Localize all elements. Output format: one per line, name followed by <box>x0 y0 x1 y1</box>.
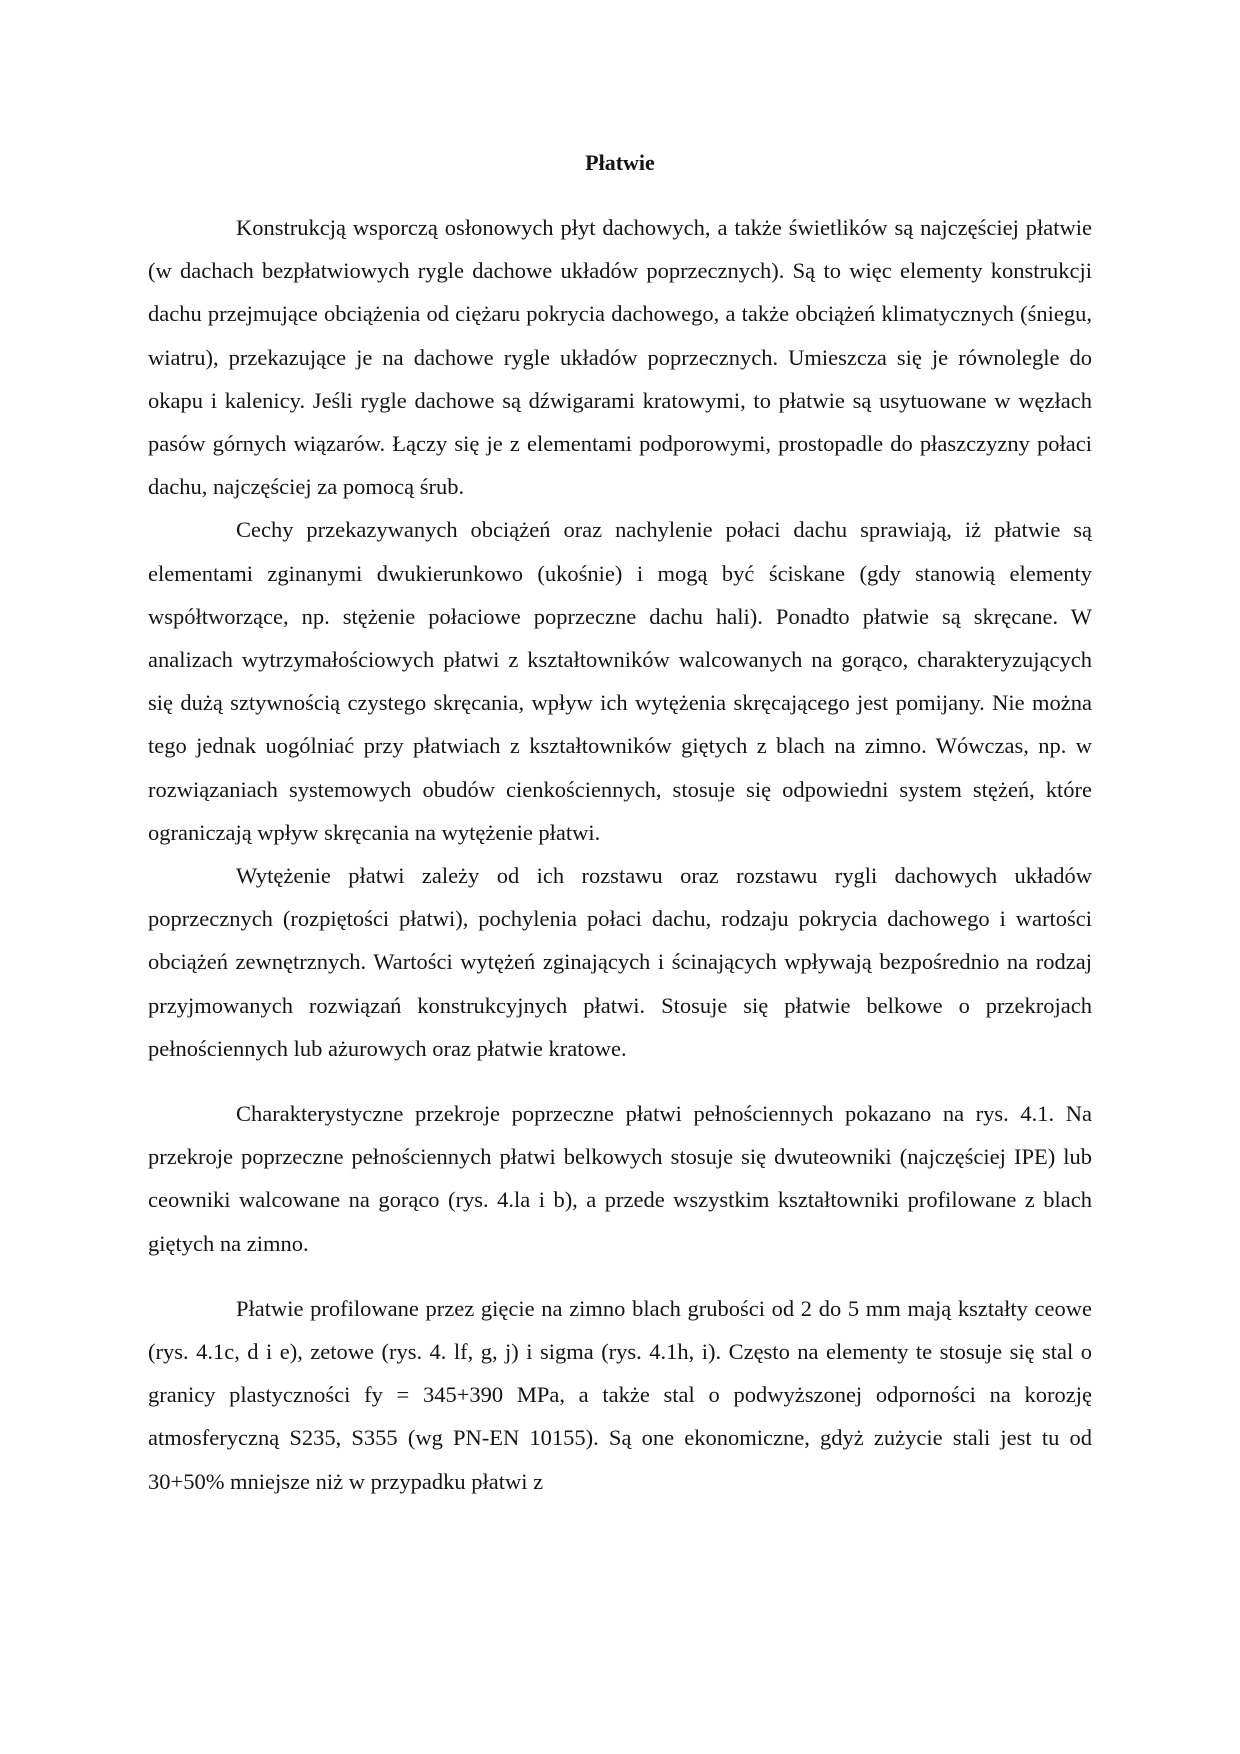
paragraph-3: Wytężenie płatwi zależy od ich rozstawu oraz rozstawu rygli dachowych układów poprzecznych (rozpiętości płatwi), pochylenia połaci dachu, rodzaju pokrycia dachowego i wartości obciążeń zewnętrznych. Wartości wytężeń zginających i ścinających wpływają bezpośrednio na rodzaj przyjmowanych rozwiązań konstrukcyjnych płatwi. Stosuje się płatwie belkowe o przekrojach pełnościennych lub ażurowych oraz płatwie kratowe. <box>148 863 1092 1061</box>
paragraph-2: Cechy przekazywanych obciążeń oraz nachylenie połaci dachu sprawiają, iż płatwie są elementami zginanymi dwukierunkowo (ukośnie) i mogą być ściskane (gdy stanowią elementy współtworzące, np. stężenie połaciowe poprzeczne dachu hali). Ponadto płatwie są skręcane. W analizach wytrzymałościowych płatwi z kształtowników walcowanych na gorąco, charakteryzujących się dużą sztywnością czystego skręcania, wpływ ich wytężenia skręcającego jest pomijany. Nie można tego jednak uogólniać przy płatwiach z kształtowników giętych z blach na zimno. Wówczas, np. w rozwiązaniach systemowych obudów cienkościennych, stosuje się odpowiedni system stężeń, które ograniczają wpływ skręcania na wytężenie płatwi. <box>148 517 1092 845</box>
paragraph-1: Konstrukcją wsporczą osłonowych płyt dachowych, a także świetlików są najczęściej płatwie (w dachach bezpłatwiowych rygle dachowe układów poprzecznych). Są to więc elementy konstrukcji dachu przejmujące obciążenia od ciężaru pokrycia dachowego, a także obciążeń klimatycznych (śniegu, wiatru), przekazujące je na dachowe rygle układów poprzecznych. Umieszcza się je równolegle do okapu i kalenicy. Jeśli rygle dachowe są dźwigarami kratowymi, to płatwie są usytuowane w węzłach pasów górnych wiązarów. Łączy się je z elementami podporowymi, prostopadle do płaszczyzny połaci dachu, najczęściej za pomocą śrub. <box>148 215 1092 500</box>
paragraph-5: Płatwie profilowane przez gięcie na zimno blach grubości od 2 do 5 mm mają kształty ceowe (rys. 4.1c, d i e), zetowe (rys. 4. lf, g, j) i sigma (rys. 4.1h, i). Często na elementy te stosuje się stal o granicy plastyczności fy = 345+390 MPa, a także stal o podwyższonej odporności na korozję atmosferyczną S235, S355 (wg PN-EN 10155). Są one ekonomiczne, gdyż zużycie stali jest tu od 30+50% mniejsze niż w przypadku płatwi z <box>148 1295 1092 1494</box>
document-body <box>148 206 1092 1503</box>
page-title: Płatwie <box>585 150 655 175</box>
paragraph-4: Charakterystyczne przekroje poprzeczne płatwi pełnościennych pokazano na rys. 4.1. Na przekroje poprzeczne pełnościennych płatwi belkowych stosuje się dwuteowniki (najczęściej IPE) lub ceowniki walcowane na gorąco (rys. 4.la i b), a przede wszystkim kształtowniki profilowane z blach giętych na zimno. <box>148 1101 1092 1256</box>
